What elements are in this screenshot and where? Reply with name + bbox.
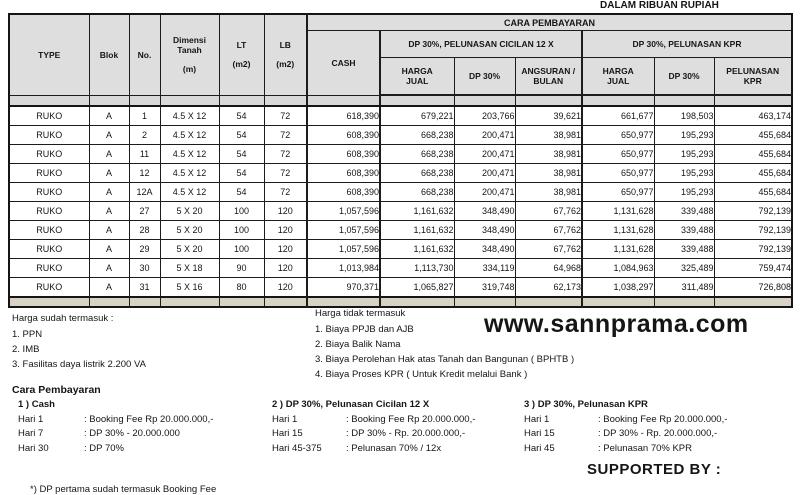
- cell: [219, 297, 264, 307]
- cell: 120: [264, 278, 307, 298]
- group-cicilan: DP 30%, PELUNASAN CICILAN 12 X: [380, 31, 582, 58]
- cell: 5 X 18: [160, 259, 219, 278]
- cell: A: [89, 126, 129, 145]
- cell: 31: [129, 278, 160, 298]
- col-lt-label: LT: [236, 40, 247, 51]
- cell: 38,981: [515, 126, 582, 145]
- cell: 455,684: [714, 183, 792, 202]
- cell: [654, 95, 714, 106]
- cell: A: [89, 240, 129, 259]
- cell: RUKO: [9, 183, 89, 202]
- cell: 90: [219, 259, 264, 278]
- cell: 72: [264, 145, 307, 164]
- included-item: 2. IMB: [12, 344, 40, 355]
- col-harga-jual-1: HARGA JUAL: [380, 58, 454, 96]
- cell: 1,057,596: [307, 202, 380, 221]
- excluded-item: 2. Biaya Balik Nama: [315, 339, 401, 350]
- included-item: 1. PPN: [12, 329, 43, 340]
- cell: 100: [219, 221, 264, 240]
- cell: 67,762: [515, 240, 582, 259]
- cell: [89, 297, 129, 307]
- method-line: Hari 1 : Booking Fee Rp 20.000.000,-: [524, 413, 728, 425]
- method-line: Hari 30 : DP 70%: [18, 442, 124, 454]
- table-row: [9, 202, 792, 221]
- table-row: [9, 106, 792, 126]
- cell: 100: [219, 202, 264, 221]
- cell: 54: [219, 106, 264, 126]
- cell: 970,371: [307, 278, 380, 298]
- included-title: Harga sudah termasuk :: [12, 313, 114, 324]
- method-line: Hari 15 : DP 30% - Rp. 20.000.000,-: [272, 428, 466, 439]
- cell: 334,119: [454, 259, 515, 278]
- table-row: [9, 259, 792, 278]
- cell: 650,977: [582, 164, 654, 183]
- cell: 4.5 X 12: [160, 145, 219, 164]
- cell: 120: [264, 202, 307, 221]
- cell: 650,977: [582, 145, 654, 164]
- cell: 198,503: [654, 106, 714, 126]
- cell: 319,748: [454, 278, 515, 298]
- price-table: [8, 13, 793, 308]
- cell: 1,161,632: [380, 221, 454, 240]
- cell: 455,684: [714, 164, 792, 183]
- cell: 120: [264, 221, 307, 240]
- cell: RUKO: [9, 240, 89, 259]
- cell: A: [89, 221, 129, 240]
- cell: [515, 95, 582, 106]
- cell: A: [89, 145, 129, 164]
- cell: 759,474: [714, 259, 792, 278]
- cell: RUKO: [9, 202, 89, 221]
- cell: RUKO: [9, 126, 89, 145]
- cell: 608,390: [307, 145, 380, 164]
- cell: 38,981: [515, 164, 582, 183]
- cell: [219, 95, 264, 106]
- cell: 195,293: [654, 126, 714, 145]
- cell: 1,065,827: [380, 278, 454, 298]
- cell: A: [89, 183, 129, 202]
- table-row: [9, 164, 792, 183]
- cell: 311,489: [654, 278, 714, 298]
- cell: 30: [129, 259, 160, 278]
- method-line: Hari 1 : Booking Fee Rp 20.000.000,-: [272, 413, 476, 425]
- cell: 5 X 20: [160, 221, 219, 240]
- payment-method-kpr: [524, 398, 727, 456]
- cell: [9, 95, 89, 106]
- cell: RUKO: [9, 278, 89, 298]
- cell: 2: [129, 126, 160, 145]
- cell: 1,161,632: [380, 202, 454, 221]
- cell: 39,621: [515, 106, 582, 126]
- cell: 120: [264, 259, 307, 278]
- cell: 661,677: [582, 106, 654, 126]
- cell: 12: [129, 164, 160, 183]
- cell: 203,766: [454, 106, 515, 126]
- cell: 38,981: [515, 183, 582, 202]
- payment-method-cicilan: [272, 398, 475, 456]
- table-body: [9, 95, 792, 307]
- cell: 195,293: [654, 183, 714, 202]
- cell: 668,238: [380, 183, 454, 202]
- col-dimensi-unit: (m): [182, 64, 197, 75]
- method-line: Hari 7 : DP 30% - 20.000.000: [18, 428, 180, 439]
- payment-section-title: Cara Pembayaran: [12, 384, 101, 396]
- cell: [380, 95, 454, 106]
- cell: 195,293: [654, 164, 714, 183]
- cell: RUKO: [9, 106, 89, 126]
- table-row: [9, 240, 792, 259]
- col-cash: CASH: [307, 31, 380, 96]
- excluded-item: 1. Biaya PPJB dan AJB: [315, 324, 414, 335]
- payment-method-cash: [18, 398, 213, 456]
- table-row: [9, 183, 792, 202]
- cell: 54: [219, 183, 264, 202]
- cell: 100: [219, 240, 264, 259]
- cell: 4.5 X 12: [160, 126, 219, 145]
- cell: 5 X 20: [160, 240, 219, 259]
- cell: 4.5 X 12: [160, 106, 219, 126]
- cell: 668,238: [380, 145, 454, 164]
- website-text: www.sannprama.com: [484, 310, 749, 338]
- col-no: No.: [129, 14, 160, 95]
- cell: 1,084,963: [582, 259, 654, 278]
- col-type: TYPE: [9, 14, 89, 95]
- cell: [654, 297, 714, 307]
- cell: [9, 297, 89, 307]
- table-row: [9, 278, 792, 298]
- cell: [714, 95, 792, 106]
- method-line: Hari 15 : DP 30% - Rp. 20.000.000,-: [524, 428, 718, 439]
- method-title: 3 ) DP 30%, Pelunasan KPR: [524, 399, 648, 410]
- cell: 679,221: [380, 106, 454, 126]
- cell: 1,013,984: [307, 259, 380, 278]
- cell: 54: [219, 145, 264, 164]
- cell: [264, 297, 307, 307]
- cell: A: [89, 164, 129, 183]
- cell: 792,139: [714, 202, 792, 221]
- cell: 1,038,297: [582, 278, 654, 298]
- cell: 5 X 20: [160, 202, 219, 221]
- cell: 1,161,632: [380, 240, 454, 259]
- cell: 455,684: [714, 145, 792, 164]
- group-header-cara-pembayaran: CARA PEMBAYARAN: [307, 14, 792, 31]
- included-note: [12, 311, 146, 372]
- supported-by-text: SUPPORTED BY :: [587, 461, 722, 478]
- cell: [307, 95, 380, 106]
- col-angsuran: ANGSURAN / BULAN: [515, 58, 582, 96]
- cell: 608,390: [307, 126, 380, 145]
- cell: 339,488: [654, 221, 714, 240]
- cell: 200,471: [454, 126, 515, 145]
- cell: 1,131,628: [582, 202, 654, 221]
- group-kpr: DP 30%, PELUNASAN KPR: [582, 31, 792, 58]
- excluded-item: 3. Biaya Perolehan Hak atas Tanah dan Bangunan ( BPHTB ): [315, 354, 575, 365]
- cell: 792,139: [714, 221, 792, 240]
- method-line: Hari 45 : Pelunasan 70% KPR: [524, 442, 693, 454]
- method-title: 2 ) DP 30%, Pelunasan Cicilan 12 X: [272, 399, 430, 410]
- cell: 726,808: [714, 278, 792, 298]
- cell: 650,977: [582, 183, 654, 202]
- cell: [89, 95, 129, 106]
- method-line: Hari 45-375 : Pelunasan 70% / 12x: [272, 442, 442, 454]
- cell: 54: [219, 164, 264, 183]
- excluded-item: 4. Biaya Proses KPR ( Untuk Kredit melalui Bank ): [315, 369, 528, 380]
- col-dimensi: [160, 14, 219, 95]
- cell: 608,390: [307, 183, 380, 202]
- cell: [582, 297, 654, 307]
- cell: RUKO: [9, 221, 89, 240]
- cell: A: [89, 278, 129, 298]
- cell: 12A: [129, 183, 160, 202]
- cell: 348,490: [454, 221, 515, 240]
- method-line: Hari 1 : Booking Fee Rp 20.000.000,-: [18, 413, 214, 425]
- cell: 120: [264, 240, 307, 259]
- col-harga-jual-2: HARGA JUAL: [582, 58, 654, 96]
- cell: RUKO: [9, 145, 89, 164]
- cell: 1,131,628: [582, 221, 654, 240]
- cell: 72: [264, 183, 307, 202]
- cell: 67,762: [515, 221, 582, 240]
- cell: 348,490: [454, 202, 515, 221]
- cell: A: [89, 259, 129, 278]
- cell: 1,057,596: [307, 221, 380, 240]
- cell: 72: [264, 106, 307, 126]
- cell: A: [89, 202, 129, 221]
- cell: 1,131,628: [582, 240, 654, 259]
- cell: 72: [264, 164, 307, 183]
- table-row: [9, 145, 792, 164]
- cell: 64,968: [515, 259, 582, 278]
- cell: 1: [129, 106, 160, 126]
- cell: 339,488: [654, 202, 714, 221]
- cell: 455,684: [714, 126, 792, 145]
- cell: 62,173: [515, 278, 582, 298]
- cell: 4.5 X 12: [160, 183, 219, 202]
- cell: 608,390: [307, 164, 380, 183]
- cell: [160, 95, 219, 106]
- cell: [454, 95, 515, 106]
- cell: 54: [219, 126, 264, 145]
- excluded-title: Harga tidak termasuk: [315, 308, 406, 319]
- col-lb: [264, 14, 307, 95]
- cell: 200,471: [454, 183, 515, 202]
- col-dp30-1: DP 30%: [454, 58, 515, 96]
- col-pelunasan-kpr: PELUNASAN KPR: [714, 58, 792, 96]
- cell: 29: [129, 240, 160, 259]
- cell: 792,139: [714, 240, 792, 259]
- cell: 1,113,730: [380, 259, 454, 278]
- cell: [129, 297, 160, 307]
- cell: 38,981: [515, 145, 582, 164]
- col-lt: [219, 14, 264, 95]
- cell: 463,174: [714, 106, 792, 126]
- cell: [264, 95, 307, 106]
- table-row: [9, 221, 792, 240]
- col-dimensi-label: Dimensi Tanah: [172, 35, 207, 56]
- cell: 195,293: [654, 145, 714, 164]
- cell: 668,238: [380, 164, 454, 183]
- cell: RUKO: [9, 164, 89, 183]
- cell: 4.5 X 12: [160, 164, 219, 183]
- cell: 325,489: [654, 259, 714, 278]
- col-lb-label: LB: [279, 40, 291, 51]
- cell: 339,488: [654, 240, 714, 259]
- units-note: DALAM RIBUAN RUPIAH: [600, 0, 719, 11]
- cell: A: [89, 106, 129, 126]
- cell: 668,238: [380, 126, 454, 145]
- cell: RUKO: [9, 259, 89, 278]
- cell: 28: [129, 221, 160, 240]
- cell: 5 X 16: [160, 278, 219, 298]
- cell: [714, 297, 792, 307]
- cell: [582, 95, 654, 106]
- cell: 67,762: [515, 202, 582, 221]
- cell: [160, 297, 219, 307]
- cell: [129, 95, 160, 106]
- cell: 1,057,596: [307, 240, 380, 259]
- col-dp30-2: DP 30%: [654, 58, 714, 96]
- included-item: 3. Fasilitas daya listrik 2.200 VA: [12, 359, 146, 370]
- cell: 618,390: [307, 106, 380, 126]
- cell: 200,471: [454, 164, 515, 183]
- method-title: 1 ) Cash: [18, 399, 55, 410]
- cell: 27: [129, 202, 160, 221]
- cell: 11: [129, 145, 160, 164]
- cell: 200,471: [454, 145, 515, 164]
- col-lt-unit: (m2): [232, 59, 251, 70]
- cell: 80: [219, 278, 264, 298]
- cell: 72: [264, 126, 307, 145]
- cell: 650,977: [582, 126, 654, 145]
- cell: 348,490: [454, 240, 515, 259]
- table-row: [9, 126, 792, 145]
- col-lb-unit: (m2): [276, 59, 295, 70]
- footnote-clipped: *) DP pertama sudah termasuk Booking Fee: [30, 484, 217, 495]
- col-blok: Blok: [89, 14, 129, 95]
- table-row: [9, 95, 792, 106]
